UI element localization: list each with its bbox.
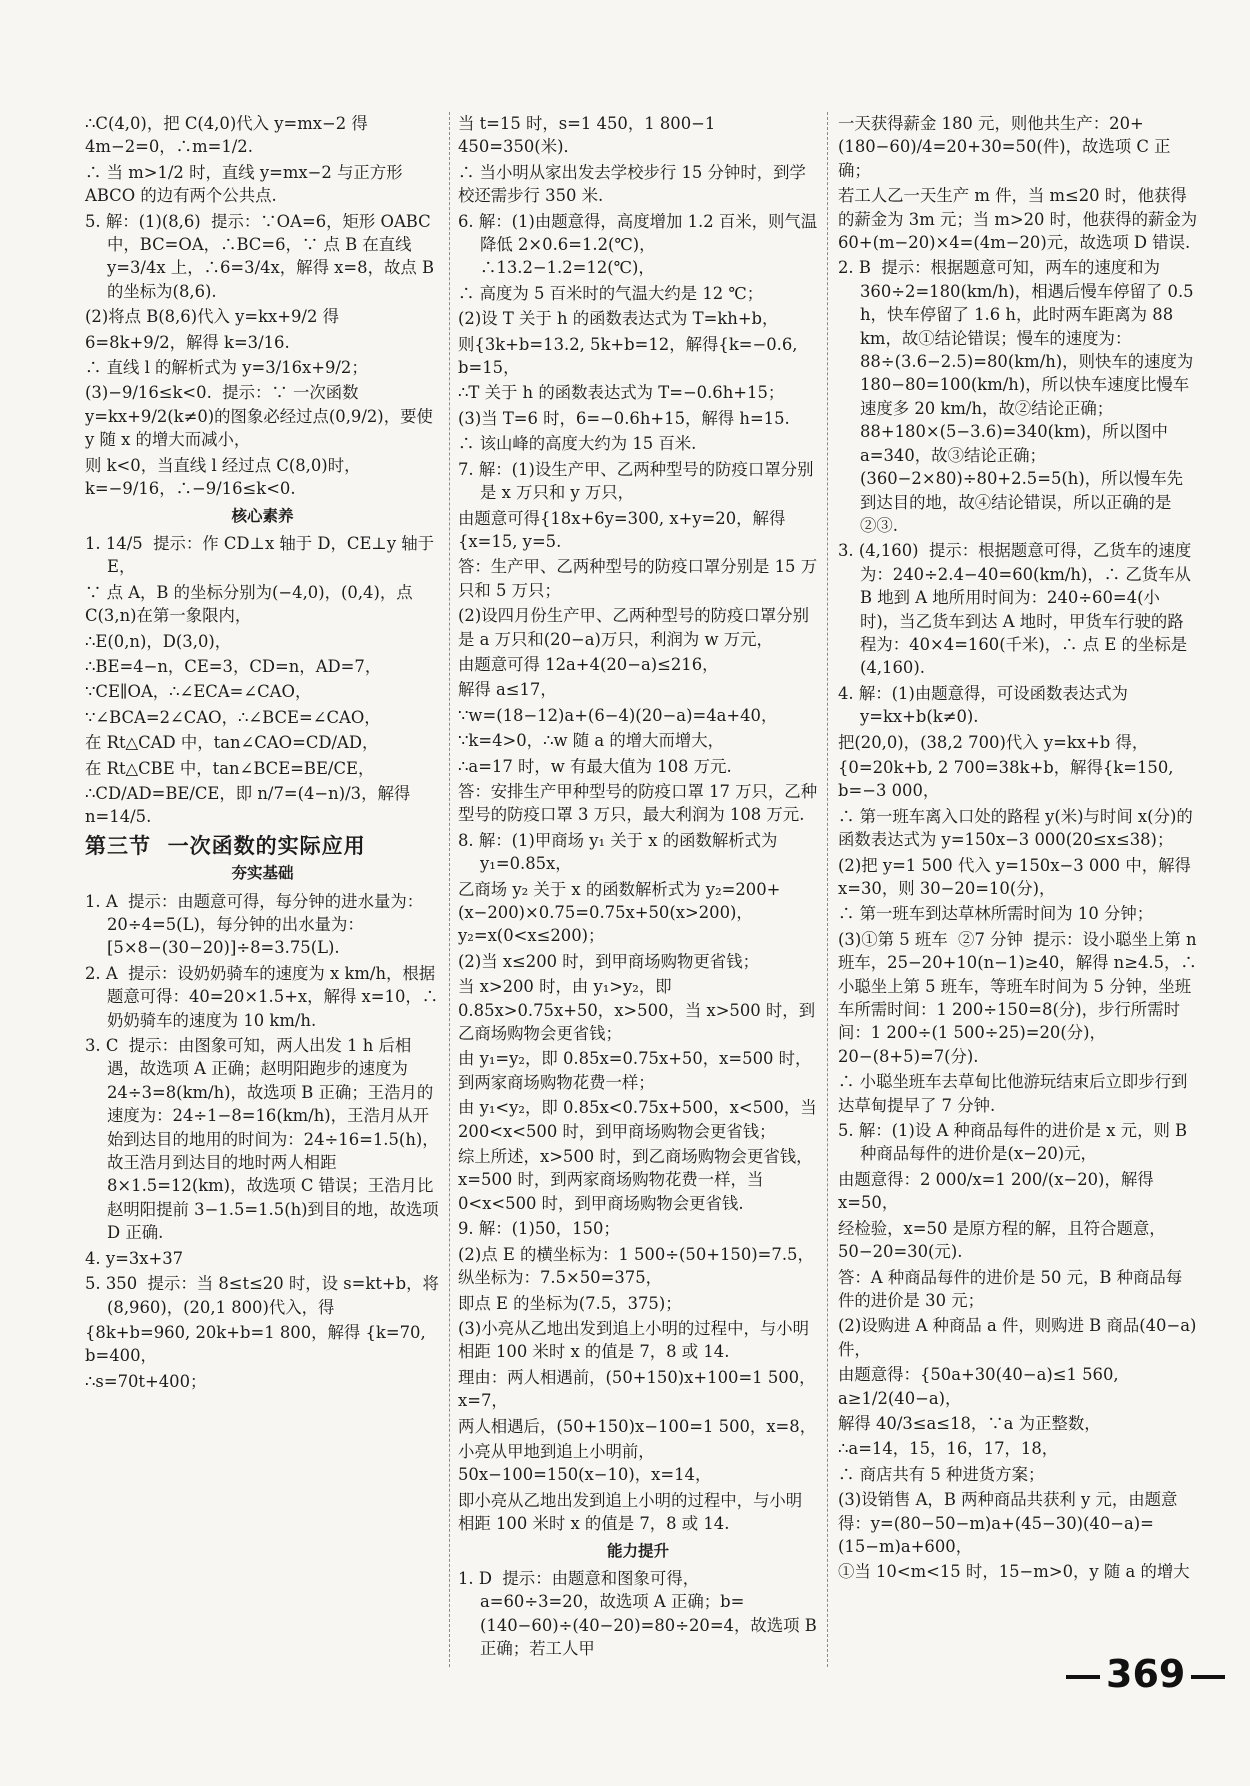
answer-item: 5. 350 提示：当 8≤t≤20 时，设 s=kt+b，将(8,960)，(20,1 800)代入，得 [85, 1274, 439, 1317]
answer-line: ∴ 该山峰的高度大约为 15 百米. [458, 434, 697, 454]
section-heading: 第三节 一次函数的实际应用 [85, 833, 366, 858]
subsection-heading: 夯实基础 [231, 864, 294, 883]
answer-line: ∴a=14，15，16，17，18， [838, 1439, 1059, 1459]
page-number-dash [1191, 1675, 1225, 1679]
answer-line: 当 x>200 时，由 y₁>y₂，即 0.85x>0.75x+50，x>500，当 x>500 时，到乙商场购物会更省钱； [458, 977, 816, 1044]
answer-line: {0=20k+b, 2 700=38k+b，解得{k=150, b=−3 000， [838, 757, 1179, 801]
answer-line: 乙商场 y₂ 关于 x 的函数解析式为 y₂=200+(x−200)×0.75=0.75x+50(x>200)，y₂=x(0<x≤200)； [458, 879, 781, 946]
answer-line: (3)设销售 A，B 两种商品共获利 y 元，由题意得：y=(80−50−m)a+(45−30)(40−a)=(15−m)a+600， [838, 1490, 1178, 1556]
answer-line: 由题意得：{50a+30(40−a)≤1 560, a≥1/2(40−a)， [838, 1365, 1124, 1408]
answer-line: 两人相遇后，(50+150)x−100=1 500，x=8， [458, 1416, 817, 1436]
answer-item: 7. 解：(1)设生产甲、乙两种型号的防疫口罩分别是 x 万只和 y 万只， [458, 459, 814, 503]
answer-line: (2)设四月份生产甲、乙两种型号的防疫口罩分别是 a 万只和(20−a)万只，利润为 w 万元， [458, 606, 810, 649]
answer-line: ∵CE∥OA，∴∠ECA=∠CAO， [85, 682, 312, 702]
column-left [85, 112, 444, 1395]
answer-line: ∴ 第一班车离入口处的路程 y(米)与时间 x(分)的函数表达式为 y=150x−3 000(20≤x≤38)； [838, 806, 1193, 850]
answer-line: 由题意可得{18x+6y=300, x+y=20，解得{x=15, y=5. [458, 508, 786, 551]
answer-line: ∴ 高度为 5 百米时的气温大约是 12 ℃； [458, 283, 764, 303]
answer-item: 1. A 提示：由题意可得，每分钟的进水量为：20÷4=5(L)，每分钟的出水量为：[5×8−(30−20)]÷8=3.75(L). [85, 891, 424, 958]
answer-line: 把(20,0)，(38,2 700)代入 y=kx+b 得， [838, 732, 1149, 752]
answer-line: (2)设购进 A 种商品 a 件，则购进 B 商品(40−a)件， [838, 1316, 1197, 1359]
answer-item: 8. 解：(1)甲商场 y₁ 关于 x 的函数解析式为 y₁=0.85x， [458, 830, 783, 874]
answer-line: 综上所述，x>500 时，到乙商场购物会更省钱，x=500 时，到两家商场购物花费一样，当 0<x<500 时，到甲商场购物会更省钱. [458, 1147, 813, 1213]
answer-line: ∵ 点 A，B 的坐标分别为(−4,0)，(0,4)，点 C(3,n)在第一象限内， [85, 582, 418, 626]
answer-line: ∴ 小聪坐班车去草甸比他游玩结束后立即步行到达草甸提早了 7 分钟. [838, 1072, 1188, 1115]
answer-item: 4. 解：(1)由题意得，可设函数表达式为 y=kx+b(k≠0). [838, 683, 1134, 727]
answer-line: 则{3k+b=13.2, 5k+b=12，解得{k=−0.6, b=15， [458, 334, 803, 378]
answer-line: ∴s=70t+400； [85, 1371, 207, 1391]
answer-line: (2)把 y=1 500 代入 y=150x−3 000 中，解得 x=30，则 30−20=10(分)， [838, 855, 1197, 898]
answer-line: 即点 E 的坐标为(7.5，375)； [458, 1293, 682, 1313]
answer-line: 答：A 种商品每件的进价是 50 元，B 种商品每件的进价是 30 元； [838, 1267, 1183, 1310]
answer-line: 理由：两人相遇前，(50+150)x+100=1 500，x=7， [458, 1367, 816, 1411]
answer-line: ∴T 关于 h 的函数表达式为 T=−0.6h+15； [458, 383, 785, 403]
answer-line: 由 y₁=y₂，即 0.85x=0.75x+50，x=500 时，到两家商场购物花费一样； [458, 1049, 812, 1092]
answer-line: (3)−9/16≤k<0. 提示：∵ 一次函数 y=kx+9/2(k≠0)的图象必经过点(0,9/2)，要使 y 随 x 的增大而减小， [85, 383, 439, 450]
answer-line: ∴ 当小明从家出发去学校步行 15 分钟时，到学校还需步行 350 米. [458, 162, 806, 206]
answer-line: ∴a=17 时，w 有最大值为 108 万元. [458, 756, 732, 776]
answer-line: 当 t=15 时，s=1 450，1 800−1 450=350(米)． [458, 114, 721, 157]
answer-item: 4. y=3x+37 [85, 1248, 184, 1268]
answer-line: ∵w=(18−12)a+(6−4)(20−a)=4a+40， [458, 705, 778, 725]
answer-line: ∵∠BCA=2∠CAO，∴∠BCE=∠CAO， [85, 707, 381, 727]
column-right [838, 112, 1203, 1586]
answer-line: (2)将点 B(8,6)代入 y=kx+9/2 得 [85, 307, 339, 327]
answer-item: 6. 解：(1)由题意得，高度增加 1.2 百米，则气温降低 2×0.6=1.2(℃)，∴13.2−1.2=12(℃)， [458, 211, 818, 278]
column-middle [458, 112, 823, 1663]
answer-item: 1. 14/5 提示：作 CD⊥x 轴于 D，CE⊥y 轴于 E， [85, 533, 440, 577]
answer-line: 解得 40/3≤a≤18，∵a 为正整数， [838, 1413, 1101, 1433]
answer-line: 若工人乙一天生产 m 件，当 m≤20 时，他获得的薪金为 3m 元；当 m>20 时，他获得的薪金为 60+(m−20)×4=(4m−20)元，故选项 D 错误. [838, 186, 1203, 253]
answer-line: ∴E(0,n)，D(3,0)， [85, 631, 232, 651]
answer-line: (3)①第 5 班车 ②7 分钟 提示：设小聪坐上第 n 班车，25−20+10(n−1)≥40，解得 n≥4.5，∴ 小聪坐上第 5 班车，等班车时间为 5 分钟，坐班车所需时间：1 200÷150=8(分)，步行所需时间：1 200÷(1 500÷25)=20(分)，20−(8+5)=7(分). [838, 929, 1203, 1066]
answer-item: 1. D 提示：由题意和图象可得，a=60÷3=20，故选项 A 正确；b=(140−60)÷(40−20)=80÷20=4，故选项 B 正确；若工人甲 [458, 1568, 823, 1659]
answer-line: 小亮从甲地到追上小明前，50x−100=150(x−10)，x=14， [458, 1441, 712, 1485]
answer-line: ∴BE=4−n，CE=3，CD=n，AD=7， [85, 656, 382, 676]
answer-line: 由题意可得 12a+4(20−a)≤216， [458, 654, 719, 674]
answer-line: 答：生产甲、乙两种型号的防疫口罩分别是 15 万只和 5 万只； [458, 557, 818, 600]
page-number-dash [1066, 1675, 1100, 1679]
answer-line: 一天获得薪金 180 元，则他共生产：20+(180−60)/4=20+30=50(件)，故选项 C 正确； [838, 114, 1171, 180]
answer-line: ∴CD/AD=BE/CE，即 n/7=(4−n)/3，解得 n=14/5. [85, 783, 416, 827]
answer-item: 2. A 提示：设奶奶骑车的速度为 x km/h，根据题意可得：40=20×1.5+x，解得 x=10，∴ 奶奶骑车的速度为 10 km/h. [85, 963, 444, 1030]
answer-line: 在 Rt△CAD 中，tan∠CAO=CD/AD， [85, 733, 379, 753]
answer-line: 解得 a≤17， [458, 680, 557, 700]
answer-line: 在 Rt△CBE 中，tan∠BCE=BE/CE， [85, 758, 375, 778]
answer-line: ∴C(4,0)，把 C(4,0)代入 y=mx−2 得 4m−2=0，∴m=1/2. [85, 114, 373, 157]
answer-item: 3. C 提示：由图象可知，两人出发 1 h 后相遇，故选项 A 正确；赵明阳跑步的速度为 24÷3=8(km/h)，故选项 B 正确；王浩月的速度为：24÷1−8=16(km/h)，王浩月从开始到达目的地用的时间为：24÷16=1.5(h)，故王浩月到达目的地时两人相距 8×1.5=12(km)，故选项 C 错误；王浩月比赵明阳提前 3−1.5=1.5(h)到目的地，故选项 D 正确. [85, 1036, 444, 1243]
answer-line: 即小亮从乙地出发到追上小明的过程中，与小明相距 100 米时 x 的值是 7，8 或 14. [458, 1490, 803, 1534]
answer-line: ①当 10<m<15 时，15−m>0，y 随 a 的增大 [838, 1562, 1190, 1582]
answer-item: 5. 解：(1)(8,6) 提示：∵OA=6，矩形 OABC 中，BC=OA，∴BC=6，∵ 点 B 在直线 y=3/4x 上，∴6=3/4x，解得 x=8，故点 B 的坐标为(8,6). [85, 211, 440, 301]
answer-line: (2)设 T 关于 h 的函数表达式为 T=kh+b， [458, 309, 779, 329]
subsection-heading: 核心素养 [231, 506, 294, 525]
answer-item: 9. 解：(1)50，150； [458, 1219, 620, 1239]
answer-line: 由 y₁<y₂，即 0.85x<0.75x+500，x<500，当 200<x<500 时，到甲商场购物会更省钱； [458, 1098, 822, 1141]
answer-line: (2)点 E 的横坐标为：1 500÷(50+150)=7.5，纵坐标为：7.5×50=375， [458, 1244, 814, 1288]
answer-item: 2. B 提示：根据题意可知，两车的速度和为 360÷2=180(km/h)，相遇后慢车停留了 0.5 h，快车停留了 1.6 h，此时两车距离为 88 km，故①结论错误；慢车的速度为：88÷(3.6−2.5)=80(km/h)，则快车的速度为 180−80=100(km/h)，所以快车速度比慢车速度多 20 km/h，故②结论正确；88+180×(5−3.6)=340(km)，所以图中 a=340，故③结论正确；(360−2×80)÷80+2.5=5(h)，所以慢车先到达目的地，故④结论错误，所以正确的是②③. [838, 258, 1199, 535]
answer-line: 由题意得：2 000/x=1 200/(x−20)，解得 x=50， [838, 1169, 1159, 1213]
answer-line: (2)当 x≤200 时，到甲商场购物更省钱； [458, 951, 759, 971]
answer-line: (3)小亮从乙地出发到追上小明的过程中，与小明相距 100 米时 x 的值是 7，8 或 14. [458, 1318, 810, 1362]
column-divider [449, 112, 451, 1667]
answer-line: ∴ 当 m>1/2 时，直线 y=mx−2 与正方形 ABCO 的边有两个公共点. [85, 162, 408, 206]
answer-line: 答：安排生产甲种型号的防疫口罩 17 万只，乙种型号的防疫口罩 3 万只，最大利润为 108 万元. [458, 781, 818, 825]
answer-line: ∴ 商店共有 5 种进货方案； [838, 1464, 1045, 1484]
subsection-heading: 能力提升 [606, 1541, 669, 1560]
page-number [1060, 1652, 1231, 1696]
answer-item: 5. 解：(1)设 A 种商品每件的进价是 x 元，则 B 种商品每件的进价是(x−20)元， [838, 1121, 1193, 1164]
answer-line: ∵k=4>0，∴w 随 a 的增大而增大， [458, 731, 725, 751]
answer-line: {8k+b=960, 20k+b=1 800，解得 {k=70, b=400， [85, 1322, 431, 1366]
page-number-text: 369 [1106, 1652, 1186, 1696]
answer-line: 6=8k+9/2，解得 k=3/16. [85, 332, 290, 352]
answer-line: 则 k<0，当直线 l 经过点 C(8,0)时，k=−9/16，∴−9/16≤k<0. [85, 455, 361, 499]
column-divider [827, 112, 829, 1667]
answer-line: (3)当 T=6 时，6=−0.6h+15，解得 h=15. [458, 408, 790, 428]
answer-line: ∴ 第一班车到达草林所需时间为 10 分钟； [838, 904, 1154, 924]
answer-item: 3. (4,160) 提示：根据题意可得，乙货车的速度为：240÷2.4−40=60(km/h)，∴ 乙货车从 B 地到 A 地所用时间为：240÷60=4(小时)，当乙货车到达 A 地时，甲货车行驶的路程为：40×4=160(千米)，∴ 点 E 的坐标是(4,160). [838, 541, 1197, 678]
answer-line: ∴ 直线 l 的解析式为 y=3/16x+9/2； [85, 358, 368, 378]
answer-line: 经检验，x=50 是原方程的解，且符合题意，50−20=30(元). [838, 1218, 1166, 1262]
